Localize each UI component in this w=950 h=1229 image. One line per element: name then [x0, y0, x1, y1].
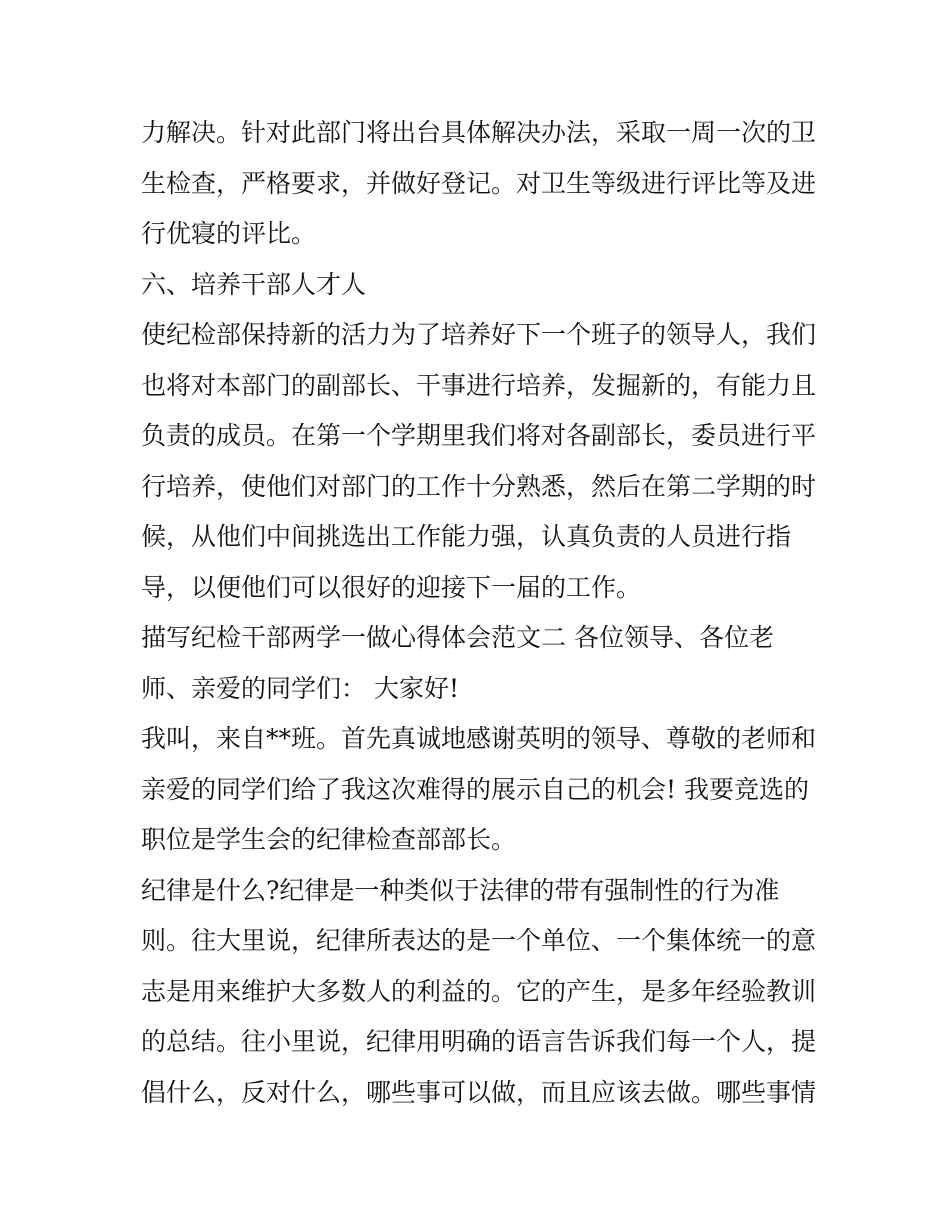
text-line: 行培养，使他们对部门的工作十分熟悉，然后在第二学期的时: [141, 471, 817, 501]
text-line: 力解决。针对此部门将出台具体解决办法，采取一周一次的卫: [141, 118, 817, 147]
text-line: 则。往大里说，纪律所表达的是一个单位、一个集体统一的意: [141, 926, 817, 955]
text-line: 倡什么，反对什么，哪些事可以做，而且应该去做。哪些事情: [141, 1077, 817, 1107]
text-line: 负责的成员。在第一个学期里我们将对各副部长，委员进行平: [141, 421, 817, 450]
text-line: 行优寝的评比。: [141, 219, 317, 248]
text-line: 职位是学生会的纪律检查部部长。: [141, 825, 517, 854]
text-line: 我叫，来自**班。首先真诚地感谢英明的领导、尊敬的老师和: [141, 724, 817, 753]
text-line: 也将对本部门的副部长、干事进行培养，发掘新的，有能力且: [141, 370, 817, 400]
document-body: [141, 108, 817, 1118]
text-line: 志是用来维护大多数人的利益的。它的产生，是多年经验教训: [141, 976, 817, 1006]
text-line: 使纪检部保持新的活力为了培养好下一个班子的领导人，我们: [141, 320, 817, 349]
text-line: 生检查，严格要求，并做好登记。对卫生等级进行评比等及进: [141, 168, 817, 198]
text-line: 候，从他们中间挑选出工作能力强，认真负责的人员进行指: [141, 522, 792, 551]
text-line: 师、亲爱的同学们： 大家好!: [141, 673, 459, 703]
section-heading: 六、培养干部人才人: [141, 269, 367, 299]
text-line: 亲爱的同学们给了我这次难得的展示自己的机会! 我要竞选的: [141, 774, 809, 804]
text-line: 导，以便他们可以很好的迎接下一届的工作。: [141, 572, 642, 602]
text-line: 的总结。往小里说，纪律用明确的语言告诉我们每一个人，提: [141, 1027, 817, 1056]
text-line: 描写纪检干部两学一做心得体会范文二 各位领导、各位老: [141, 623, 774, 652]
text-line: 纪律是什么?纪律是一种类似于法律的带有强制性的行为准: [141, 875, 780, 905]
